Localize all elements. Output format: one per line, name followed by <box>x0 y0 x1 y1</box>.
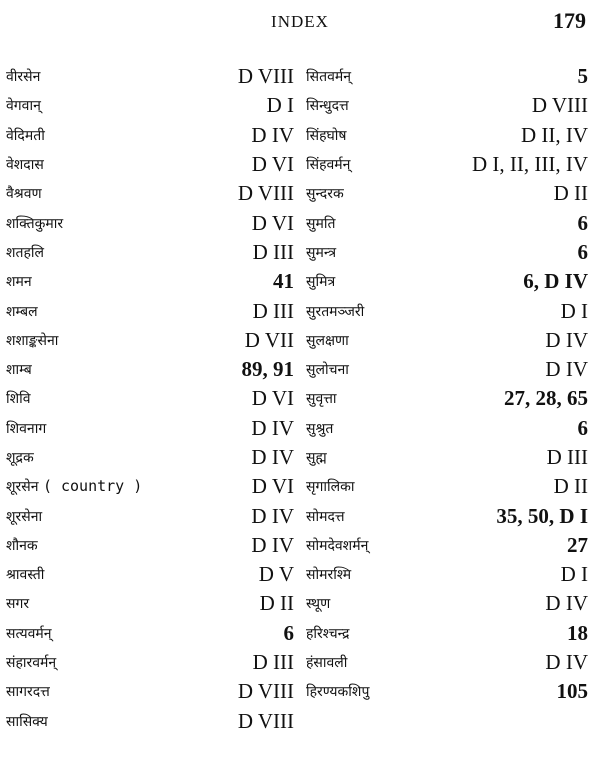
index-reference: D I <box>560 562 588 587</box>
page-number: 179 <box>553 8 586 33</box>
index-reference: D III <box>252 298 294 323</box>
index-reference: D IV <box>251 415 294 440</box>
index-term-text: सुरतमञ्जरी <box>306 303 365 320</box>
index-term <box>306 653 347 672</box>
index-term <box>306 360 349 379</box>
index-entry <box>6 91 294 120</box>
index-reference: D II <box>553 181 588 206</box>
index-term <box>6 507 42 526</box>
index-entry <box>306 384 588 413</box>
index-term <box>306 536 368 555</box>
index-term-text: श्रावस्ती <box>6 567 45 584</box>
index-reference: 27 <box>567 532 588 557</box>
index-reference: D III <box>252 650 294 675</box>
index-term <box>6 67 40 86</box>
index-term-text: सिन्धुदत्त <box>306 98 349 115</box>
index-term <box>306 565 351 584</box>
index-reference: D III <box>252 239 294 264</box>
index-entry <box>6 121 294 150</box>
index-entry <box>6 355 294 384</box>
index-term-note: ( country ) <box>42 477 143 496</box>
index-term <box>306 155 350 174</box>
index-entry <box>306 326 588 355</box>
index-entry <box>306 560 588 589</box>
index-term <box>306 594 330 613</box>
index-column-left <box>6 62 294 736</box>
index-reference: D IV <box>251 445 294 469</box>
index-entry <box>306 355 588 384</box>
index-entry <box>306 208 588 237</box>
index-term-text: सृगालिका <box>306 479 355 496</box>
index-entry <box>306 179 588 208</box>
index-term-text: सुमन्त्र <box>306 244 337 261</box>
index-term-text: सोमदेवशर्मन् <box>306 537 369 554</box>
index-entry <box>6 589 294 618</box>
index-term-text: सगर <box>6 596 30 613</box>
index-entry <box>306 443 588 472</box>
index-term <box>306 184 344 203</box>
index-entry <box>6 443 294 472</box>
index-term-text: शूरसेन <box>6 479 39 496</box>
index-term-text: सुह्म <box>306 450 327 466</box>
index-term <box>6 302 38 321</box>
index-entry <box>306 648 588 677</box>
page-title: INDEX <box>271 12 329 31</box>
index-entry <box>6 677 294 706</box>
index-term-text: संहारवर्मन् <box>6 655 57 672</box>
index-term-text: सुमति <box>306 215 336 232</box>
index-term <box>6 448 34 467</box>
index-term <box>6 653 56 672</box>
index-entry <box>6 384 294 413</box>
index-term-text: सुलोचना <box>306 362 349 379</box>
index-entry <box>6 648 294 677</box>
index-reference: D VIII <box>531 93 588 118</box>
index-term <box>6 272 32 291</box>
index-term <box>6 565 44 584</box>
index-term-text: शमन <box>6 274 32 291</box>
index-entry <box>6 150 294 179</box>
index-term <box>306 272 335 291</box>
index-term <box>306 331 349 350</box>
index-reference: D VIII <box>237 679 294 704</box>
index-term <box>6 243 44 262</box>
index-entry <box>306 296 588 325</box>
index-entry <box>6 472 294 501</box>
index-term-text: सिंहवर्मन् <box>306 157 351 174</box>
index-term <box>306 448 327 467</box>
index-reference: D VII <box>244 327 294 352</box>
index-term-text: हिरण्यकशिपु <box>306 684 370 701</box>
index-column-right <box>306 62 588 707</box>
index-term-text: सत्यवर्मन् <box>6 625 52 642</box>
index-term <box>6 536 38 555</box>
index-reference: 6 <box>577 239 588 264</box>
index-reference: D II, IV <box>520 122 588 147</box>
index-term <box>306 67 351 86</box>
index-term <box>6 594 29 613</box>
index-term-text: शिवनाग <box>6 420 47 437</box>
index-term-text: सुमित्र <box>306 274 336 291</box>
index-reference: D I <box>266 93 294 118</box>
index-reference: D IV <box>251 503 294 528</box>
index-reference: 41 <box>273 269 294 294</box>
index-term-text: वेगवान् <box>6 98 41 115</box>
index-reference: D VI <box>251 152 294 177</box>
index-reference: 89, 91 <box>241 357 294 382</box>
index-reference: D VIII <box>237 64 294 89</box>
index-term-text: शतहलि <box>6 244 45 261</box>
index-term-text: सुश्रुत <box>306 420 334 437</box>
index-term <box>6 624 52 643</box>
index-entry <box>6 179 294 208</box>
index-entry <box>6 208 294 237</box>
index-entry <box>6 62 294 91</box>
index-term <box>6 155 44 174</box>
index-reference: 5 <box>577 64 588 89</box>
index-reference: 6 <box>283 620 294 645</box>
index-reference: D IV <box>545 591 588 616</box>
index-term <box>306 302 364 321</box>
index-entry <box>6 560 294 589</box>
index-entry <box>6 326 294 355</box>
index-term <box>6 96 41 115</box>
index-entry <box>306 589 588 618</box>
index-term <box>306 214 335 233</box>
index-term-text: वेशदास <box>6 157 44 174</box>
index-term-text: शूरसेना <box>6 508 43 525</box>
index-term-text: शिवि <box>6 391 31 408</box>
index-entry <box>6 501 294 530</box>
index-term-text: वीरसेन <box>6 69 41 86</box>
index-reference: D IV <box>251 122 294 147</box>
index-reference: D I <box>560 298 588 323</box>
index-term-text: शम्बल <box>6 303 38 320</box>
index-reference: 35, 50, D I <box>496 503 588 528</box>
index-term-text: सोमरश्मि <box>306 567 352 584</box>
index-entry <box>306 677 588 706</box>
index-term-text: स्थूण <box>306 596 331 613</box>
index-entry <box>306 501 588 530</box>
index-term-text: सागरदत्त <box>6 684 50 701</box>
index-reference: 27, 28, 65 <box>504 386 588 411</box>
index-term-text: वेदिमती <box>6 127 45 144</box>
index-term-text: सासिक्य <box>6 713 48 730</box>
index-entry <box>6 414 294 443</box>
index-term <box>306 624 349 643</box>
index-entry <box>6 619 294 648</box>
index-reference: D III <box>546 445 588 469</box>
index-term-text: हंसावली <box>306 655 348 672</box>
index-reference: 6 <box>577 210 588 235</box>
index-term-text: सुलक्षणा <box>306 332 349 349</box>
index-term-text: शौनक <box>6 537 38 554</box>
index-reference: D IV <box>545 357 588 382</box>
index-entry <box>6 238 294 267</box>
index-term-text: सुन्दरक <box>306 186 344 203</box>
index-term-text: शाम्ब <box>6 362 32 379</box>
index-entry <box>306 91 588 120</box>
index-entry <box>6 267 294 296</box>
index-reference: 6 <box>577 415 588 440</box>
index-term-text: शक्तिकुमार <box>6 215 64 232</box>
index-entry <box>6 296 294 325</box>
index-entry <box>6 531 294 560</box>
index-reference: D IV <box>545 650 588 675</box>
index-entry <box>306 472 588 501</box>
index-term <box>6 712 48 731</box>
index-term <box>306 389 337 408</box>
index-term <box>6 477 142 496</box>
index-reference: D V <box>258 562 294 587</box>
index-term <box>306 126 347 145</box>
index-term <box>306 682 369 701</box>
index-term <box>6 419 46 438</box>
index-entry <box>6 707 294 736</box>
index-reference: D VI <box>251 386 294 411</box>
index-term-text: हरिश्चन्द्र <box>306 625 350 642</box>
index-term <box>306 419 333 438</box>
index-term <box>306 243 336 262</box>
index-term-text: सिंहघोष <box>306 127 347 144</box>
index-reference: 105 <box>556 679 588 704</box>
index-term <box>306 477 354 496</box>
index-term-text: शूद्रक <box>6 450 34 466</box>
index-term <box>306 507 345 526</box>
index-reference: D VIII <box>237 708 294 733</box>
index-entry <box>306 150 588 179</box>
index-entry <box>306 267 588 296</box>
index-reference: D VI <box>251 210 294 235</box>
index-term <box>6 126 45 145</box>
index-term <box>6 360 32 379</box>
index-entry <box>306 619 588 648</box>
index-reference: D I, II, III, IV <box>471 152 588 177</box>
index-term <box>6 214 63 233</box>
index-term <box>306 96 349 115</box>
index-reference: 6, D IV <box>523 269 588 294</box>
index-reference: D IV <box>545 327 588 352</box>
index-entry <box>306 531 588 560</box>
page-header <box>0 0 600 50</box>
index-reference: D IV <box>251 532 294 557</box>
index-reference: 18 <box>567 620 588 645</box>
index-reference: D VIII <box>237 181 294 206</box>
index-entry <box>306 414 588 443</box>
index-reference: D II <box>553 474 588 499</box>
index-reference: D VI <box>251 474 294 499</box>
index-entry <box>306 62 588 91</box>
index-term <box>6 331 58 350</box>
index-entry <box>306 121 588 150</box>
index-term-text: वैश्रवण <box>6 186 42 203</box>
index-term-text: सितवर्मन् <box>306 69 351 86</box>
index-term-text: शशाङ्कसेना <box>6 332 59 349</box>
index-term <box>6 682 50 701</box>
index-term-text: सोमदत्त <box>306 508 345 525</box>
index-term <box>6 184 42 203</box>
index-entry <box>306 238 588 267</box>
index-term <box>6 389 31 408</box>
index-reference: D II <box>259 591 294 616</box>
index-term-text: सुवृत्ता <box>306 391 337 408</box>
